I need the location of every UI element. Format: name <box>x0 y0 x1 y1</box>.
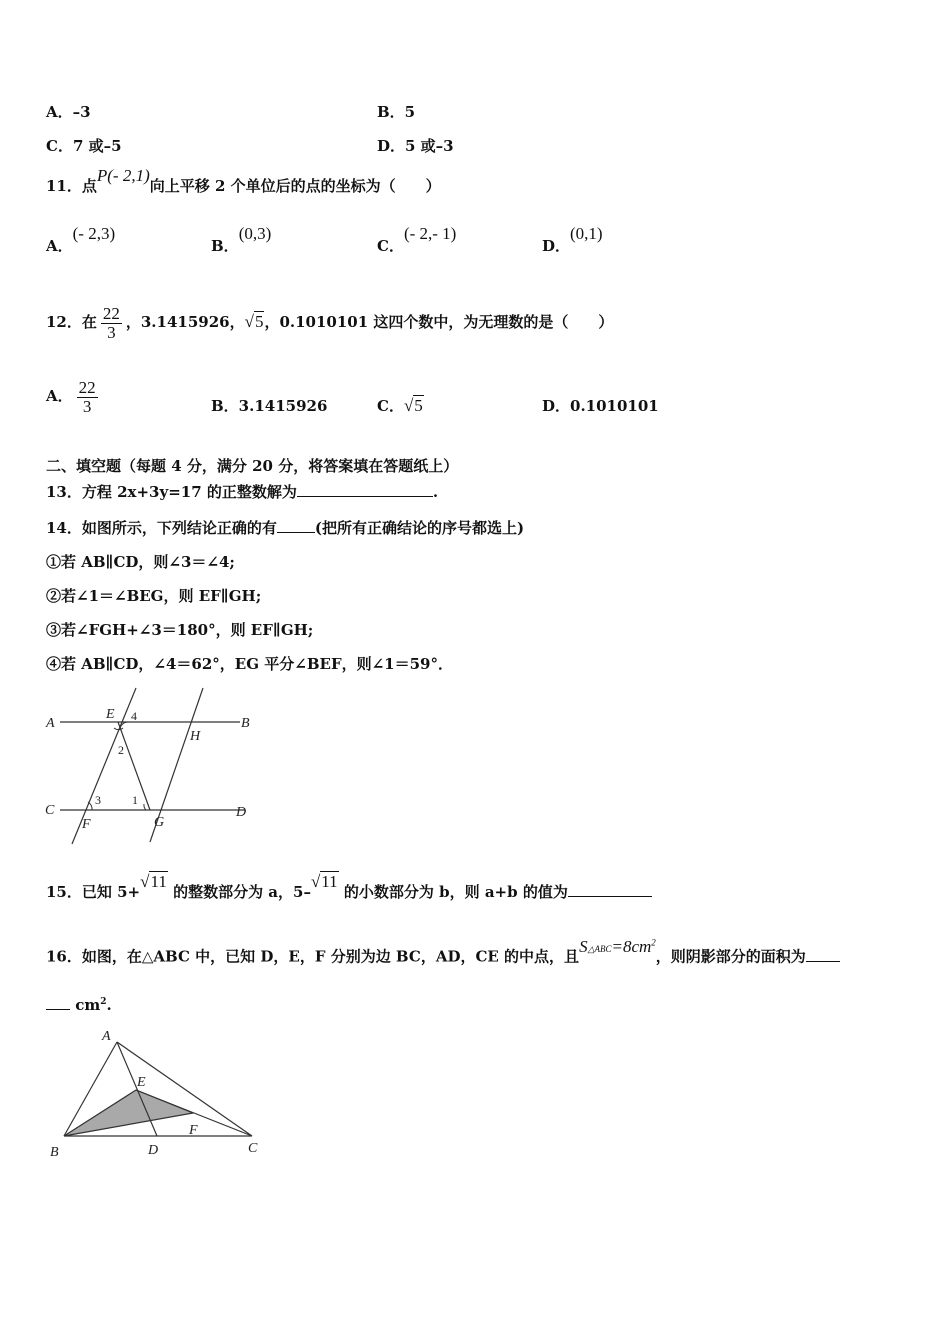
q12-option-c: C．√5 <box>377 396 423 415</box>
label-a: A <box>102 1029 111 1044</box>
sqrt-5: √5 <box>403 396 423 415</box>
label-1: 1 <box>132 793 138 807</box>
q10-option-b: B．5 <box>377 103 416 121</box>
q12-question: 12．在 $\frac{22}{3}$ ，3.1415926，√5，0.1010101 这四个数中，为无理数的是（ ） <box>46 303 614 342</box>
fraction-22-3: $\frac{22}{3}$ <box>78 377 96 416</box>
q14-statement-2: ②若∠1＝∠BEG，则 EF∥GH; <box>46 587 262 605</box>
label-g: G <box>154 815 165 830</box>
q11-point: P(- 2,1) <box>96 166 150 185</box>
label-f: F <box>189 1123 198 1138</box>
label-d: D <box>148 1143 159 1158</box>
parallel-lines-figure <box>40 682 270 852</box>
label-e: E <box>106 707 115 722</box>
label-h: H <box>190 729 201 744</box>
q15-question: 15．已知 5+√11 的整数部分为 a，5–√11 的小数部分为 b，则 a+b 的值为 <box>46 882 652 902</box>
q11-question: 11．点P(- 2,1)向上平移 2 个单位后的点的坐标为（ ） <box>46 166 441 195</box>
q14-statement-4: ④若 AB∥CD，∠4＝62°，EG 平分∠BEF，则∠1＝59°． <box>46 655 453 673</box>
label-e: E <box>137 1075 146 1090</box>
fraction-22-3: $\frac{22}{3}$ <box>102 303 120 342</box>
answer-blank[interactable] <box>568 882 652 897</box>
q10-option-a: A．–3 <box>46 103 91 121</box>
q11-option-d: D．(0,1) <box>542 224 603 255</box>
label-c: C <box>248 1141 258 1156</box>
q13-question: 13．方程 2x+3y=17 的正整数解为 . <box>46 483 439 501</box>
q16-question: 16．如图，在△ABC 中，已知 D，E，F 分别为边 BC，AD，CE 的中点，且$S\triangle ABC=8cm^2$，则阴影部分的面积为 <box>46 942 840 969</box>
sqrt-11: √11 <box>140 872 167 891</box>
q10-option-c: C．7 或–5 <box>46 137 122 155</box>
label-4: 4 <box>131 709 137 723</box>
q14-question: 14．如图所示，下列结论正确的有 (把所有正确结论的序号都选上) <box>46 519 525 537</box>
sqrt-11: √11 <box>310 872 338 891</box>
section-heading: 二、填空题（每题 4 分，满分 20 分，将答案填在答题纸上） <box>46 457 459 475</box>
q11-option-b: B．(0,3) <box>211 224 272 255</box>
triangle-figure <box>40 1024 280 1164</box>
q11-option-c: C．(- 2,- 1) <box>377 224 457 255</box>
label-f: F <box>82 817 91 832</box>
area-formula: $S\triangle ABC=8cm^2$ <box>579 936 656 956</box>
q10-option-d: D．5 或–3 <box>377 137 454 155</box>
q12-option-d: D．0.1010101 <box>542 397 659 415</box>
sqrt-5: √5 <box>244 312 264 331</box>
label-d: D <box>236 805 247 820</box>
label-b: B <box>50 1145 59 1160</box>
answer-blank[interactable] <box>297 482 433 497</box>
label-3: 3 <box>95 793 101 807</box>
label-2: 2 <box>118 743 124 757</box>
label-c: C <box>45 803 55 818</box>
answer-blank[interactable] <box>277 518 315 533</box>
q12-option-a: A． $\frac{22}{3}$ <box>46 377 96 416</box>
q14-statement-1: ①若 AB∥CD，则∠3＝∠4; <box>46 553 235 571</box>
shaded-triangle <box>64 1090 193 1136</box>
label-b: B <box>241 716 250 731</box>
answer-blank[interactable] <box>806 947 840 962</box>
q11-option-a: A．(- 2,3) <box>46 224 116 255</box>
label-a: A <box>46 716 55 731</box>
q16-continuation: $cm^2$. <box>46 992 112 1015</box>
answer-blank[interactable] <box>46 995 70 1010</box>
q14-statement-3: ③若∠FGH+∠3＝180°，则 EF∥GH; <box>46 621 314 639</box>
q12-option-b: B．3.1415926 <box>211 397 328 415</box>
